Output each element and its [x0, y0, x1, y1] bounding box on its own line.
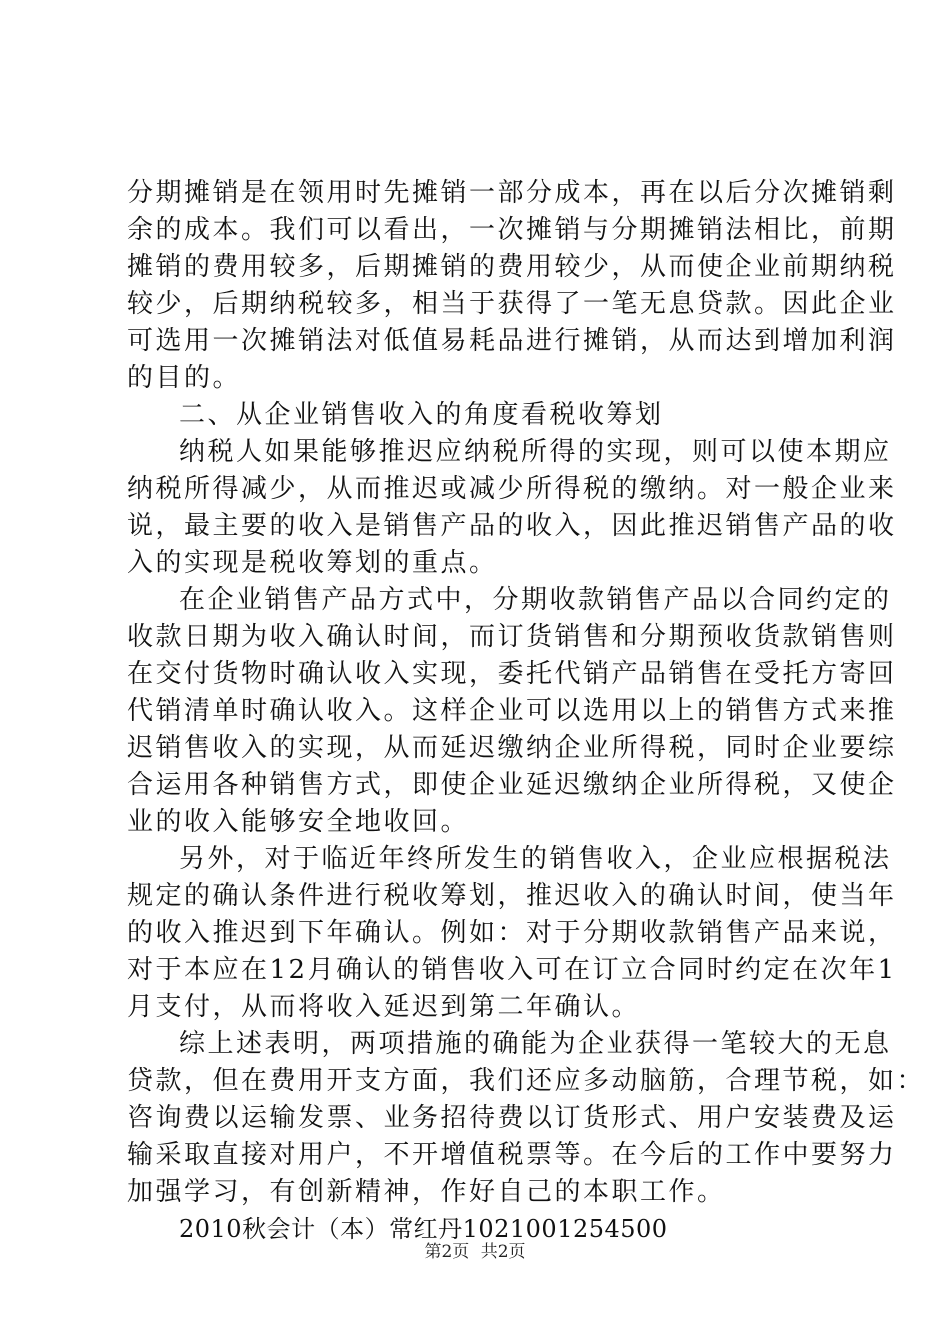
text-line: 在企业销售产品方式中，分期收款销售产品以合同约定的	[179, 585, 892, 615]
paragraph-4	[127, 582, 897, 841]
text-line: 收款日期为收入确认时间，而订货销售和分期预收货款销售则	[127, 622, 897, 652]
text-line: 说，最主要的收入是销售产品的收入，因此推迟销售产品的收	[127, 511, 897, 541]
text-line: 输采取直接对用户，不开增值税票等。在今后的工作中要努力	[127, 1140, 897, 1170]
text-line: 对于本应在12月确认的销售收入可在订立合同时约定在次年1	[127, 955, 897, 985]
text-line: 余的成本。我们可以看出，一次摊销与分期摊销法相比，前期	[127, 215, 897, 245]
section-heading	[127, 397, 837, 434]
page-total: 共2页	[480, 1242, 526, 1262]
text-line: 分期摊销是在领用时先摊销一部分成本，再在以后分次摊销剩	[127, 178, 897, 208]
text-line: 加强学习，有创新精神，作好自己的本职工作。	[127, 1177, 726, 1207]
text-line: 纳税所得减少，从而推迟或减少所得税的缴纳。对一般企业来	[127, 474, 897, 504]
heading-text: 二、从企业销售收入的角度看税收筹划	[179, 400, 664, 430]
page-number: 第2页	[424, 1242, 470, 1262]
paragraph-6	[127, 1026, 926, 1211]
text-line: 规定的确认条件进行税收筹划，推迟收入的确认时间，使当年	[127, 881, 897, 911]
text-line: 业的收入能够安全地收回。	[127, 807, 470, 837]
paragraph-5	[127, 841, 897, 1026]
text-line: 咨询费以运输发票、业务招待费以订货形式、用户安装费及运	[127, 1103, 897, 1133]
text-line: 在交付货物时确认收入实现，委托代销产品销售在受托方寄回	[127, 659, 897, 689]
paragraph-3	[127, 434, 897, 582]
text-line: 迟销售收入的实现，从而延迟缴纳企业所得税，同时企业要综	[127, 733, 897, 763]
text-line: 的收入推迟到下年确认。例如：对于分期收款销售产品来说，	[127, 918, 897, 948]
text-line: 贷款，但在费用开支方面，我们还应多动脑筋，合理节税，如：	[127, 1066, 926, 1096]
document-body	[127, 175, 926, 1248]
paragraph-1	[127, 175, 897, 397]
text-line: 综上述表明，两项措施的确能为企业获得一笔较大的无息	[179, 1029, 892, 1059]
text-line: 纳税人如果能够推迟应纳税所得的实现，则可以使本期应	[179, 437, 892, 467]
page-footer	[0, 1237, 950, 1262]
text-line: 月支付，从而将收入延迟到第二年确认。	[127, 992, 641, 1022]
text-line: 代销清单时确认收入。这样企业可以选用以上的销售方式来推	[127, 696, 897, 726]
text-line: 另外，对于临近年终所发生的销售收入，企业应根据税法	[179, 844, 892, 874]
text-line: 入的实现是税收筹划的重点。	[127, 548, 498, 578]
text-line: 可选用一次摊销法对低值易耗品进行摊销，从而达到增加利润	[127, 326, 897, 356]
text-line: 合运用各种销售方式，即使企业延迟缴纳企业所得税，又使企	[127, 770, 897, 800]
text-line: 摊销的费用较多，后期摊销的费用较少，从而使企业前期纳税	[127, 252, 897, 282]
text-line: 较少，后期纳税较多，相当于获得了一笔无息贷款。因此企业	[127, 289, 897, 319]
author-signature: 2010秋会计（本）常红丹1021001254500	[179, 1215, 668, 1243]
text-line: 的目的。	[127, 363, 242, 393]
